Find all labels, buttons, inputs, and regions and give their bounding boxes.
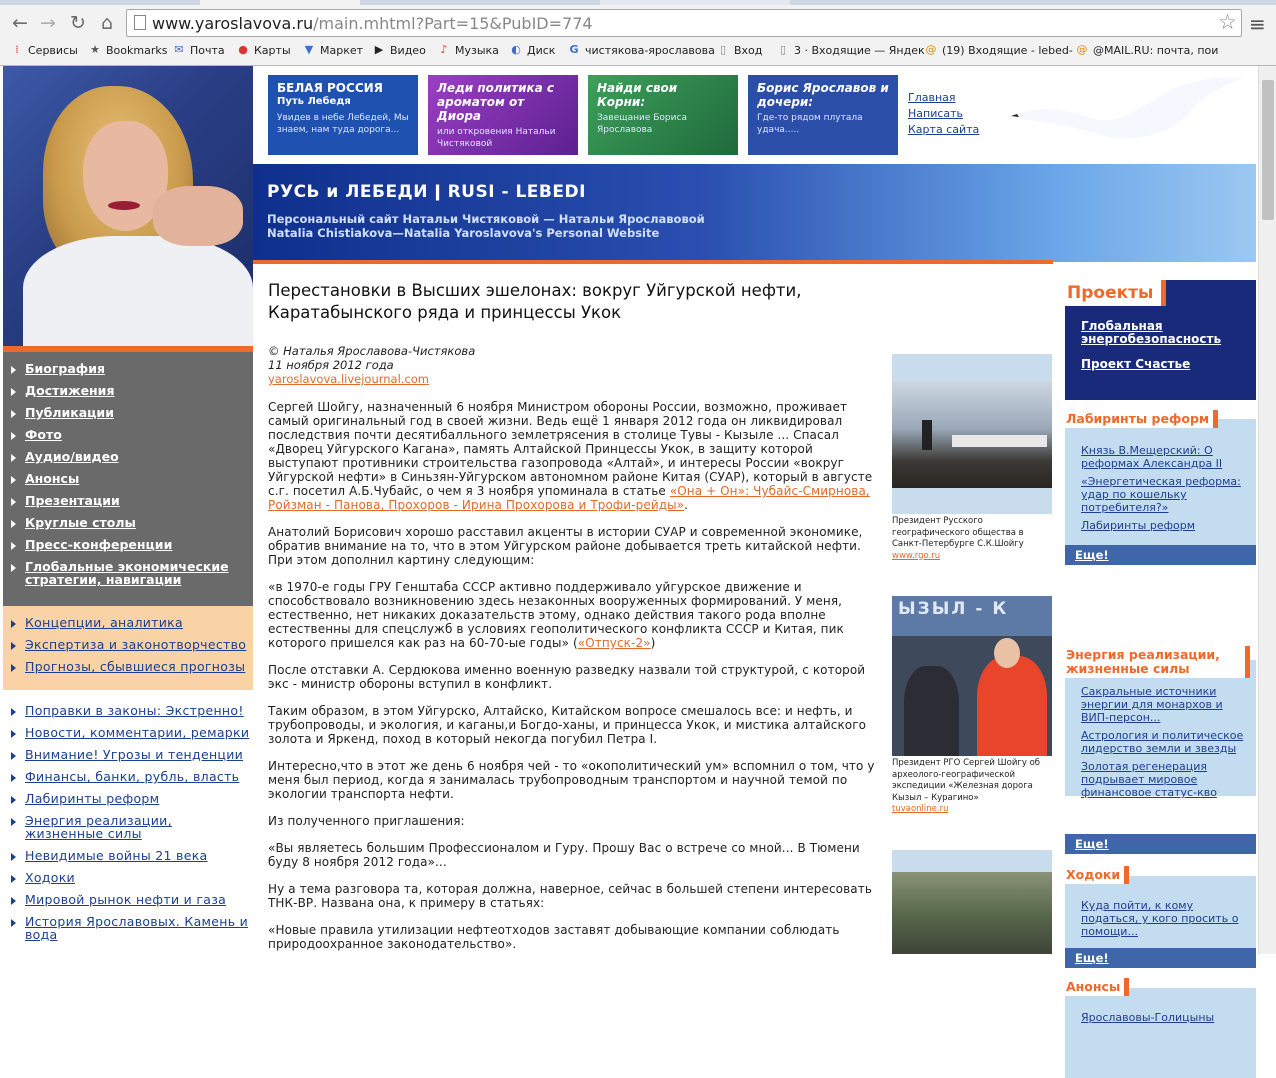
side-link[interactable]: «Энергетическая реформа: удар по кошельку потребителя?» xyxy=(1081,475,1241,514)
article-meta xyxy=(268,344,878,386)
bookmark-item[interactable]: @ (19) Входящие - lebed- xyxy=(925,43,1073,57)
menu-item[interactable]: Лабиринты реформ xyxy=(3,792,253,805)
menu-item[interactable]: Публикации xyxy=(3,406,253,419)
side-box-title: Ходоки xyxy=(1065,866,1129,884)
menu-item[interactable]: Достижения xyxy=(3,384,253,397)
article-author: © Наталья Ярославова-Чистякова xyxy=(268,344,476,358)
bookmark-item[interactable]: @ @MAIL.RU: почта, пои xyxy=(1076,43,1219,57)
menu-item[interactable]: Мировой рынок нефти и газа xyxy=(3,893,253,906)
side-link[interactable]: Золотая регенерация подрывает мировое финансовое статус-кво xyxy=(1081,760,1217,799)
menu-item[interactable]: Фото xyxy=(3,428,253,441)
menu-item[interactable]: Ходоки xyxy=(3,871,253,884)
music-icon: ♪ xyxy=(440,43,448,56)
bookmarks-bar xyxy=(0,40,1276,64)
site-header xyxy=(253,164,1256,262)
address-bar[interactable] xyxy=(126,9,1242,37)
google-icon: G xyxy=(569,43,579,56)
analytics-menu xyxy=(3,606,253,690)
home-icon[interactable]: ⌂ xyxy=(100,12,114,34)
project-link[interactable]: Проект Счастье xyxy=(1081,357,1191,371)
side-box-body xyxy=(1065,660,1256,799)
photo-frame xyxy=(892,850,1052,954)
back-icon[interactable]: ← xyxy=(12,12,28,34)
active-tab[interactable] xyxy=(200,0,360,5)
menu-item[interactable]: Энергия реализации, жизненные силы xyxy=(3,814,253,840)
swan-image xyxy=(1015,74,1245,164)
side-box-khodoki xyxy=(1065,866,1256,970)
side-link[interactable]: Астрология и политическое лидерство земли и звезды xyxy=(1081,729,1244,755)
tab[interactable] xyxy=(600,0,790,5)
left-column xyxy=(3,66,253,954)
page-icon: ▯ xyxy=(779,43,787,56)
nav-write-link[interactable]: Написать xyxy=(908,107,964,120)
star-icon: ★ xyxy=(90,43,100,56)
photo-block xyxy=(892,354,1052,562)
scrollbar-thumb[interactable] xyxy=(1262,80,1274,220)
banner-boris-yaroslavov[interactable]: Борис Ярославов и дочери: Где-то рядом плутала удача..... xyxy=(748,75,898,155)
bookmark-item[interactable]: G чистякова-ярославова xyxy=(567,43,713,57)
banner-ledi-politika[interactable]: Леди политика с ароматом от Диора или откровения Натальи Чистяковой xyxy=(428,75,578,155)
side-box-title: Энергия реализации, жизненные силы xyxy=(1065,646,1250,678)
side-link[interactable]: Сакральные источники энергии для монархов и ВИП-персон... xyxy=(1081,685,1223,724)
bookmark-item[interactable]: ▶ Видео xyxy=(372,43,426,57)
paragraph: «в 1970-е годы ГРУ Генштаба СССР активно поддерживало уйгурское движение и способствовало возникновению здесь незаконных вооруженных формирований. У меня, естественно, нет никаких доказательств этому, однако действия такого рода вполне естественны для спецслужб в условиях геополитического конфликта СССР и Китая, пик которого пришелся как раз на 60-70-ые годы» («Отпуск-2») xyxy=(268,580,844,650)
page-icon: ▯ xyxy=(719,43,727,56)
menu-item[interactable]: Новости, комментарии, ремарки xyxy=(3,726,253,739)
divider xyxy=(253,260,1053,264)
menu-item[interactable]: Невидимые войны 21 века xyxy=(3,849,253,862)
bookmark-item[interactable]: ♪ Музыка xyxy=(437,43,499,57)
article-link[interactable]: «Отпуск-2» xyxy=(577,636,651,650)
photo-caption: Президент Русского географического общества в Санкт-Петербурге С.К.Шойгу xyxy=(892,516,1024,549)
photo-caption: Президент РГО Сергей Шойгу об археолого-географической экспедиции «Железная дорога Кызыл – Курагино» xyxy=(892,758,1041,803)
top-navigation xyxy=(908,90,979,138)
forward-icon[interactable]: → xyxy=(40,12,56,34)
projects-title: Проекты xyxy=(1065,280,1166,306)
menu-item[interactable]: Презентации xyxy=(3,494,253,507)
mailru-icon: @ xyxy=(925,43,937,56)
article-date: 11 ноября 2012 года xyxy=(268,358,394,372)
author-portrait xyxy=(3,66,253,346)
paragraph: Из полученного приглашения: xyxy=(268,814,465,828)
paragraph: «Новые правила утилизации нефтеотходов заставят добывающие компании соблюдать природоохранное законодательство». xyxy=(268,923,840,951)
banner-naidi-korni[interactable]: Найди свои Корни: Завещание Бориса Ярославова xyxy=(588,75,738,155)
scrollbar[interactable] xyxy=(1258,66,1276,954)
side-link[interactable]: Ярославовы-Голицыны xyxy=(1081,1011,1215,1024)
site-title: РУСЬ и ЛЕБЕДИ ǀ RUSI - LEBEDI xyxy=(267,182,586,202)
map-pin-icon: ● xyxy=(238,43,248,56)
expedition-photo: ЫЗЫЛ - К xyxy=(892,596,1052,756)
tab-strip xyxy=(0,0,1276,5)
menu-item[interactable]: Анонсы xyxy=(3,472,253,485)
article xyxy=(268,280,878,951)
menu-item[interactable]: Экспертиза и законотворчество xyxy=(3,638,253,651)
side-link[interactable]: Куда пойти, к кому податься, у кого просить о помощи... xyxy=(1081,899,1239,938)
side-link[interactable]: Князь В.Мещерский: О реформах Александра II xyxy=(1081,444,1223,470)
bookmark-item[interactable]: ● Карты xyxy=(236,43,291,57)
paragraph: Анатолий Борисович хорошо расставил акценты в истории СУАР и современной экономике, обратив внимание на то, что в этом Уйгурском районе добывается треть китайской нефти. При этом дополнил картину следующим: xyxy=(268,525,863,567)
menu-item[interactable]: Биография xyxy=(3,362,253,375)
nav-home-link[interactable]: Главная xyxy=(908,91,956,104)
side-box-announcements xyxy=(1065,978,1256,1078)
more-link[interactable]: Еще! xyxy=(1065,948,1256,968)
side-box-body xyxy=(1065,419,1256,565)
play-icon: ▶ xyxy=(374,43,384,56)
side-box-reforms xyxy=(1065,410,1256,565)
menu-item[interactable]: Круглые столы xyxy=(3,516,253,529)
bookmark-star-icon[interactable]: ☆ xyxy=(1218,10,1237,34)
main-menu xyxy=(3,352,253,606)
topics-menu xyxy=(3,698,253,958)
paragraph: Ну а тема разговора та, которая должна, наверное, сейчас в большей степени интересовать ТНК-ВР. Названа она, к примеру в статьях: xyxy=(268,882,872,910)
side-link[interactable]: Лабиринты реформ xyxy=(1081,519,1196,532)
side-box-energy xyxy=(1065,646,1256,851)
bookmark-item[interactable]: ▼ Маркет xyxy=(302,43,363,57)
bookmark-item[interactable]: ▯ Вход xyxy=(716,43,762,57)
article-title: Перестановки в Высших эшелонах: вокруг Уйгурской нефти, Каратабынского ряда и принцессы Укок xyxy=(268,281,802,322)
conference-photo xyxy=(892,380,1052,488)
mailru-icon: @ xyxy=(1076,43,1088,56)
banner-belaya-rossiya[interactable]: БЕЛАЯ РОССИЯ Путь Лебедя Увидев в небе Лебедей, Мы знаем, нам туда дорога... xyxy=(268,75,418,155)
bookmark-item[interactable]: ★ Bookmarks xyxy=(88,43,167,57)
projects-box xyxy=(1065,280,1256,400)
source-link[interactable]: yaroslavova.livejournal.com xyxy=(268,372,430,386)
more-link[interactable]: Еще! xyxy=(1065,545,1256,565)
bookmark-item[interactable]: ◐ Диск xyxy=(509,43,555,57)
reload-icon[interactable]: ↻ xyxy=(70,12,86,34)
menu-item[interactable]: История Ярославовых. Камень и вода xyxy=(3,915,253,941)
photo-frame xyxy=(892,354,1052,514)
page-icon xyxy=(134,15,146,30)
web-page xyxy=(0,66,1276,1024)
menu-item[interactable]: Аудио/видео xyxy=(3,450,253,463)
nav-sitemap-link[interactable]: Карта сайта xyxy=(908,123,980,136)
menu-item[interactable]: Глобальные экономические стратегии, навигации xyxy=(3,560,253,586)
bookmark-item[interactable]: ▯ 3 · Входящие — Яндек xyxy=(776,43,918,57)
disk-icon: ◐ xyxy=(511,43,521,56)
project-link[interactable]: Глобальная энергобезопасность xyxy=(1081,319,1222,346)
paragraph: Интересно,что в этот же день 6 ноября чей - то «окополитический ум» вспомнил о том, что у меня был период, когда я занималась трубопроводным транспортом и научной темой по экологии транспорта нефти. xyxy=(268,759,875,801)
menu-item[interactable]: Поправки в законы: Экстренно! xyxy=(3,704,253,717)
menu-icon[interactable]: ≡ xyxy=(1249,12,1266,36)
bookmark-item[interactable]: ⁞ Сервисы xyxy=(10,43,78,57)
menu-item[interactable]: Прогнозы, сбывшиеся прогнозы xyxy=(3,660,253,673)
url-text: www.yaroslavova.ru/main.mhtml?Part=15&PubID=774 xyxy=(152,14,593,33)
paragraph: «Вы являетесь большим Профессионалом и Гуру. Прошу Вас о встрече со мной... В Тюмени буду 8 ноября 2012 года»... xyxy=(268,841,860,869)
photo-source-link[interactable]: tuvaonline.ru xyxy=(892,804,949,814)
paragraph: Сергей Шойгу, назначенный 6 ноября Министром обороны России, возможно, проживает самый оригинальный год в своей жизни. Ведь ещё 1 января 2012 года он ликвидировал последствия почти десятибалльного землетрясения в столице Тувы - Кызыле ... Спасал «Дворец Уйгурского Кагана», память Алтайской Принцессы Укок, в защиту которой выступают противники строительства газопровода «Алтай», и интересы России «вокруг Уйгурской нефти» в Синьзян-Уйгурском автономном районе Китая (СУАР), который в августе с.г. посетил А.Б.Чубайс, о чем я 3 ноября упоминала в статье «Она + Он»: Чубайс-Смирнова, Ройзман - Панова, Прохоров - Ирина Прохорова и Трофи-рейды». xyxy=(268,400,873,512)
menu-item[interactable]: Внимание! Угрозы и тенденции xyxy=(3,748,253,761)
side-box-title: Лабиринты реформ xyxy=(1065,410,1218,428)
browser-chrome xyxy=(0,0,1276,66)
article-link[interactable]: «Она + Он»: Чубайс-Смирнова, Ройзман - Панова, Прохоров - Ирина Прохорова и Трофи-рейды» xyxy=(268,484,870,512)
side-box-body xyxy=(1065,988,1256,1078)
mail-icon: ✉ xyxy=(174,43,184,56)
paragraph: Таким образом, в этом Уйгурско, Алтайско, Китайском вопросе смешалось все: и нефть, и трубопроводы, и экология, и каганы,и Богдо-ханы, и принцесса Укок, и мистика алтайского золота и Яркенд, поход в который некогда погубил Петра I. xyxy=(268,704,867,746)
site-subtitle: Персональный сайт Натальи Чистяковой — Натальи Ярославовой Natalia Chistiakova—Natalia Yaroslavova's Personal Website xyxy=(267,212,705,240)
paragraph: После отставки А. Сердюкова именно военную разведку назвали той структурой, с которой экс - министр обороны вступил в конфликт. xyxy=(268,663,866,691)
menu-item[interactable]: Пресс-конференции xyxy=(3,538,253,551)
photo-source-link[interactable]: www.rgo.ru xyxy=(892,550,941,561)
cart-icon: ▼ xyxy=(304,43,314,56)
more-link[interactable]: Еще! xyxy=(1065,834,1256,854)
apps-icon: ⁞ xyxy=(15,43,19,56)
menu-item[interactable]: Концепции, аналитика xyxy=(3,616,253,629)
field-photo xyxy=(892,872,1052,954)
photo-block xyxy=(892,596,1052,816)
bookmark-item[interactable]: ✉ Почта xyxy=(172,43,225,57)
side-box-title: Анонсы xyxy=(1065,978,1129,996)
menu-item[interactable]: Финансы, банки, рубль, власть xyxy=(3,770,253,783)
photo-block xyxy=(892,850,1052,954)
